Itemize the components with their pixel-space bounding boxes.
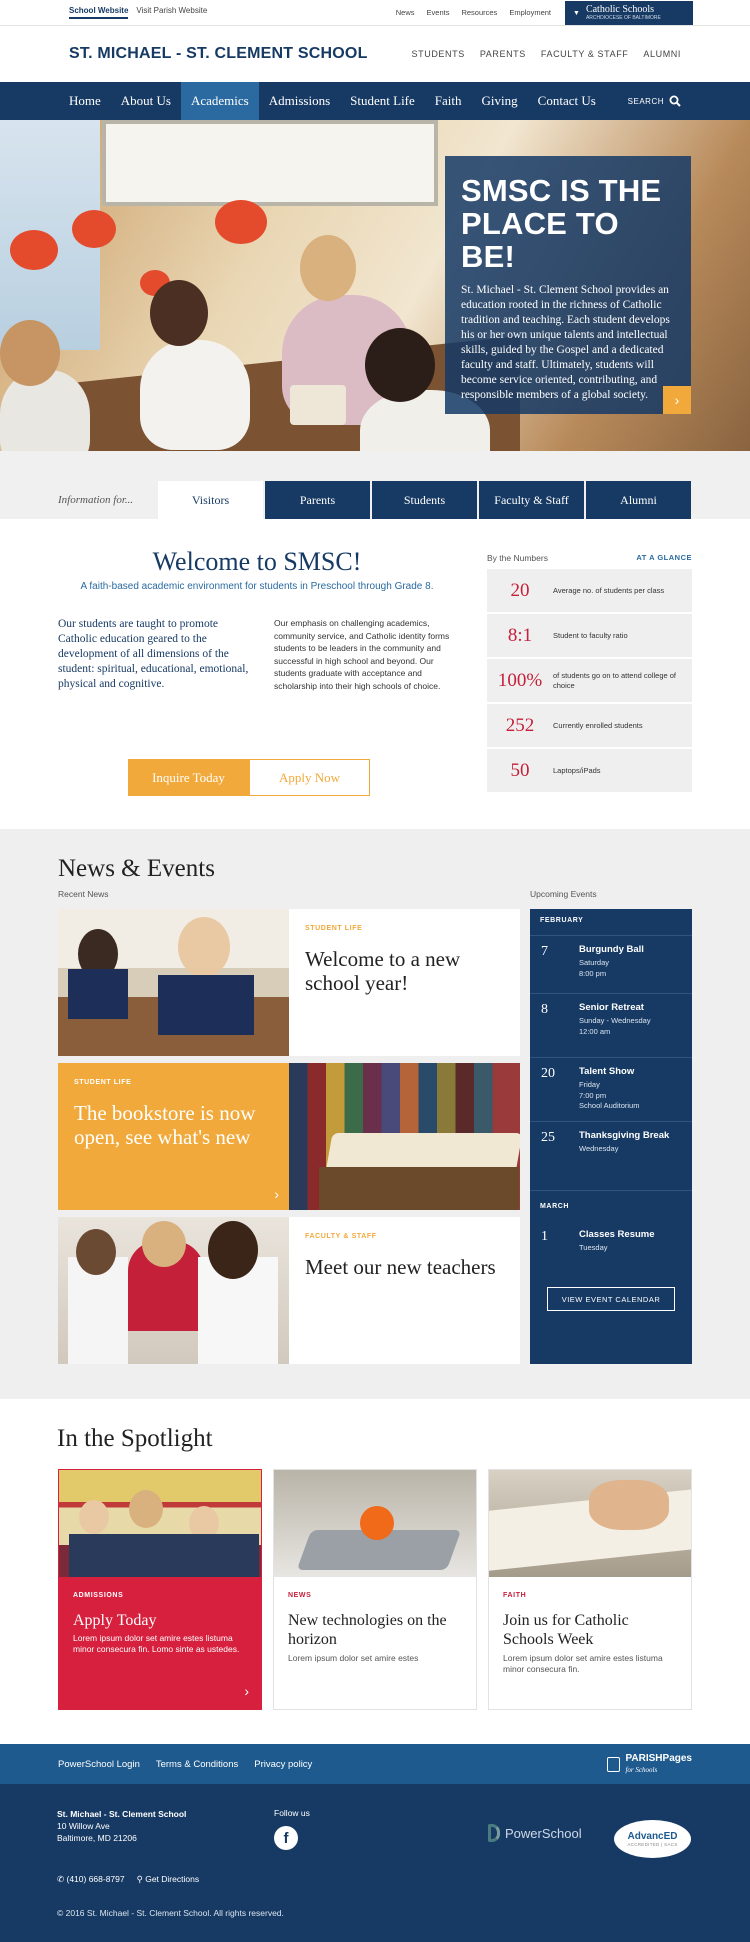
school-name-logo[interactable]: ST. MICHAEL - ST. CLEMENT SCHOOL (69, 45, 368, 62)
by-the-numbers (487, 553, 692, 794)
spotlight-card-category: FAITH (503, 1592, 527, 1599)
stat-description: Student to faculty ratio (553, 630, 628, 640)
stat-description: Currently enrolled students (553, 720, 643, 730)
inquire-today-button[interactable]: Inquire Today (128, 759, 249, 796)
audience-students[interactable]: STUDENTS (411, 49, 465, 59)
audience-faculty-staff[interactable]: FACULTY & STAFF (540, 49, 629, 59)
chevron-down-icon: ▼ (573, 8, 580, 17)
privacy-policy-link[interactable]: Privacy policy (254, 1758, 313, 1770)
get-directions-link[interactable]: ⚲ Get Directions (136, 1874, 200, 1884)
stat-item (487, 704, 692, 747)
events-link[interactable]: Events (426, 8, 450, 17)
facebook-icon[interactable]: f (274, 1826, 298, 1850)
school-website-link[interactable]: School Website (69, 6, 128, 19)
recent-news-label: Recent News (58, 889, 109, 899)
hero-photo-student-head (0, 320, 60, 386)
news-photo-teachers[interactable] (58, 1217, 289, 1364)
site-header (0, 26, 750, 82)
stat-value: 252 (505, 714, 535, 736)
parish-website-link[interactable]: Visit Parish Website (136, 6, 208, 15)
event-detail: Wednesday (579, 1144, 619, 1153)
hero-photo-decoration (215, 200, 267, 244)
spotlight-card-category: ADMISSIONS (73, 1592, 124, 1599)
news-card-title: Meet our new teachers (305, 1255, 496, 1279)
powerschool-icon (488, 1824, 500, 1842)
tab-alumni[interactable]: Alumni (586, 481, 691, 519)
hero-photo-student (0, 370, 90, 451)
copyright: © 2016 St. Michael - St. Clement School. All rights reserved. (57, 1908, 284, 1918)
audience-parents[interactable]: PARENTS (479, 49, 526, 59)
stat-value: 50 (510, 759, 530, 781)
search-button[interactable] (628, 82, 750, 120)
nav-contact-us[interactable]: Contact Us (537, 93, 596, 108)
resources-link[interactable]: Resources (461, 8, 498, 17)
hero-photo-whiteboard (102, 120, 438, 206)
parishpages-logo-sub: for Schools (625, 1766, 658, 1774)
upcoming-events-label: Upcoming Events (530, 889, 597, 899)
by-the-numbers-title: By the Numbers (487, 553, 548, 563)
hero-photo-student (140, 340, 250, 450)
spotlight-card-text: Lorem ipsum dolor set amire estes listuma minor consecura fin. (503, 1653, 663, 1674)
follow-us-label: Follow us (274, 1808, 310, 1818)
welcome-tagline: A faith-based academic environment for students in Preschool through Grade 8. (80, 581, 434, 592)
hero-photo-decoration (10, 230, 58, 270)
parishpages-logo-text: PARISHPages (625, 1753, 692, 1764)
upcoming-events-panel (530, 909, 692, 1364)
event-item[interactable] (530, 1121, 692, 1191)
nav-about-us[interactable]: About Us (120, 93, 171, 108)
event-month-label: MARCH (540, 1203, 570, 1210)
news-card[interactable] (289, 1217, 520, 1364)
event-detail: Saturday 8:00 pm (579, 958, 610, 978)
spotlight-image-classroom (59, 1470, 261, 1577)
spotlight-card-title: New technologies on the horizon (288, 1612, 447, 1648)
nav-faith[interactable]: Faith (434, 93, 462, 108)
search-icon (669, 95, 681, 107)
stat-value: 8:1 (507, 624, 533, 646)
main-nav (0, 82, 750, 120)
hero-headline: SMSC IS THE PLACE TO BE! (461, 173, 662, 274)
chevron-right-icon: › (674, 392, 680, 408)
event-day: 1 (541, 1229, 548, 1244)
event-month-label: FEBRUARY (540, 917, 584, 924)
event-item[interactable] (530, 993, 692, 1057)
event-name: Senior Retreat (579, 1002, 644, 1013)
powerschool-logo[interactable]: PowerSchool (488, 1824, 582, 1842)
catholic-schools-logo-text: Catholic Schools ARCHDIOCESE OF BALTIMORE (585, 4, 661, 21)
tab-students[interactable]: Students (372, 481, 477, 519)
spotlight-image-book (489, 1470, 691, 1577)
hero-photo-pencil-cup (290, 385, 346, 425)
search-label: SEARCH (627, 96, 664, 106)
tab-visitors[interactable]: Visitors (158, 481, 263, 519)
parishpages-logo[interactable] (607, 1753, 692, 1775)
news-photo-books[interactable] (289, 1063, 520, 1210)
spotlight-card-text: Lorem ipsum dolor set amire estes (288, 1653, 419, 1663)
welcome-body-text: Our emphasis on challenging academics, community service, and Catholic identity forms students to be leaders in the community and successful in high school and beyond. Our students graduate with acceptance and scholarship into their high schools of choice. (274, 618, 450, 691)
stat-description: Laptops/iPads (553, 765, 601, 775)
news-card-title: Welcome to a new school year! (305, 947, 461, 995)
hero-banner (0, 120, 750, 451)
hero-photo-decoration (72, 210, 116, 248)
footer-links-bar (0, 1744, 750, 1784)
advanced-logo[interactable]: AdvancED ACCREDITED | SACS (614, 1820, 691, 1858)
hero-message-panel (445, 156, 691, 414)
spotlight-card-title: Apply Today (73, 1612, 157, 1629)
event-day: 8 (541, 1002, 548, 1017)
news-events-section (0, 829, 750, 1399)
event-item[interactable] (530, 935, 692, 993)
news-photo-classroom[interactable] (58, 909, 289, 1056)
news-card-category: FACULTY & STAFF (305, 1233, 377, 1240)
spotlight-card-title: Join us for Catholic Schools Week (503, 1612, 629, 1648)
audience-nav (412, 49, 681, 59)
spotlight-card-category: NEWS (288, 1592, 312, 1599)
spotlight-image-technology (274, 1470, 476, 1577)
stat-item (487, 569, 692, 612)
welcome-actions (128, 759, 370, 796)
tab-parents[interactable]: Parents (265, 481, 370, 519)
hero-photo-student-head (150, 280, 208, 346)
hero-photo-teacher-head (300, 235, 356, 301)
news-events-title: News & Events (58, 855, 215, 882)
event-detail: Sunday - Wednesday 12:00 am (579, 1016, 651, 1036)
spotlight-title: In the Spotlight (57, 1425, 213, 1452)
parishpages-icon (607, 1757, 620, 1772)
hero-next-button[interactable] (663, 386, 691, 414)
employment-link[interactable]: Employment (509, 8, 551, 17)
event-detail: Friday 7:00 pm School Auditorium (579, 1080, 640, 1110)
welcome-intro-text: Our students are taught to promote Catholic education geared to the development of all dimensions of the student: spiritual, educational, emotional, physical and cognitive. (58, 618, 249, 690)
school-address: St. Michael - St. Clement School 10 Willow Ave Baltimore, MD 21206 (57, 1809, 187, 1843)
spotlight-section (0, 1399, 750, 1744)
spotlight-card[interactable] (273, 1469, 477, 1710)
news-link[interactable]: News (395, 8, 415, 17)
nav-giving[interactable]: Giving (481, 93, 518, 108)
event-name: Burgundy Ball (579, 944, 644, 955)
hero-photo-student-head (365, 328, 435, 402)
at-a-glance-link[interactable]: AT A GLANCE (636, 553, 692, 562)
information-for-tabs (0, 451, 750, 519)
event-name: Classes Resume (579, 1229, 655, 1240)
event-detail: Tuesday (579, 1243, 608, 1252)
phone-icon: ✆ (57, 1874, 67, 1884)
map-pin-icon: ⚲ (136, 1874, 146, 1884)
contact-info (57, 1874, 199, 1885)
audience-alumni[interactable]: ALUMNI (643, 49, 681, 59)
news-card-category: STUDENT LIFE (74, 1079, 132, 1086)
view-event-calendar-button[interactable]: VIEW EVENT CALENDAR (547, 1287, 675, 1311)
stat-item (487, 659, 692, 702)
stat-item (487, 749, 692, 792)
welcome-title: Welcome to SMSC! (152, 547, 362, 576)
event-name: Talent Show (579, 1066, 635, 1077)
welcome-section (0, 519, 750, 829)
tab-faculty-staff[interactable]: Faculty & Staff (479, 481, 584, 519)
stat-description: Average no. of students per class (553, 585, 665, 595)
event-day: 20 (541, 1066, 555, 1081)
chevron-right-icon: › (244, 1683, 249, 1699)
spotlight-card[interactable] (58, 1469, 262, 1710)
chevron-right-icon: › (274, 1186, 279, 1202)
event-day: 7 (541, 944, 548, 959)
news-card[interactable] (289, 909, 520, 1056)
event-item[interactable] (530, 1221, 692, 1271)
nav-academics[interactable]: Academics (181, 82, 259, 120)
site-footer (0, 1784, 750, 1942)
information-for-label: Information for... (58, 494, 134, 506)
news-card-title: The bookstore is now open, see what's new (74, 1101, 256, 1149)
nav-home[interactable]: Home (69, 93, 101, 108)
terms-conditions-link[interactable]: Terms & Conditions (155, 1758, 239, 1770)
news-card-category: STUDENT LIFE (305, 925, 363, 932)
spotlight-card[interactable] (488, 1469, 692, 1710)
spotlight-card-text: Lorem ipsum dolor set amire estes listuma minor consecura fin. Lomo sinte as ustedes. (73, 1633, 240, 1654)
event-day: 25 (541, 1130, 555, 1145)
stat-value: 20 (510, 579, 530, 601)
stat-value: 100% (497, 669, 543, 691)
stat-item (487, 614, 692, 657)
nav-student-life[interactable]: Student Life (350, 93, 415, 108)
stat-description: of students go on to attend college of choice (553, 670, 677, 690)
event-item[interactable] (530, 1057, 692, 1121)
event-name: Thanksgiving Break (579, 1130, 670, 1141)
catholic-schools-logo[interactable] (565, 1, 693, 25)
news-card[interactable] (58, 1063, 289, 1210)
apply-now-button[interactable]: Apply Now (249, 759, 370, 796)
nav-admissions[interactable]: Admissions (268, 93, 331, 108)
utility-bar (0, 0, 750, 26)
phone-link[interactable]: ✆ (410) 668-8797 (57, 1874, 125, 1884)
hero-text: St. Michael - St. Clement School provides an education rooted in the richness of Catholic tradition and teaching. Each student develops his or her own unique talents and intellectual skills, guided by the Gospel and a dedicated faculty and staff. Ultimately, students will become service oriented, contributing, and responsible members of a global society. (461, 284, 670, 401)
powerschool-login-link[interactable]: PowerSchool Login (58, 1758, 140, 1770)
